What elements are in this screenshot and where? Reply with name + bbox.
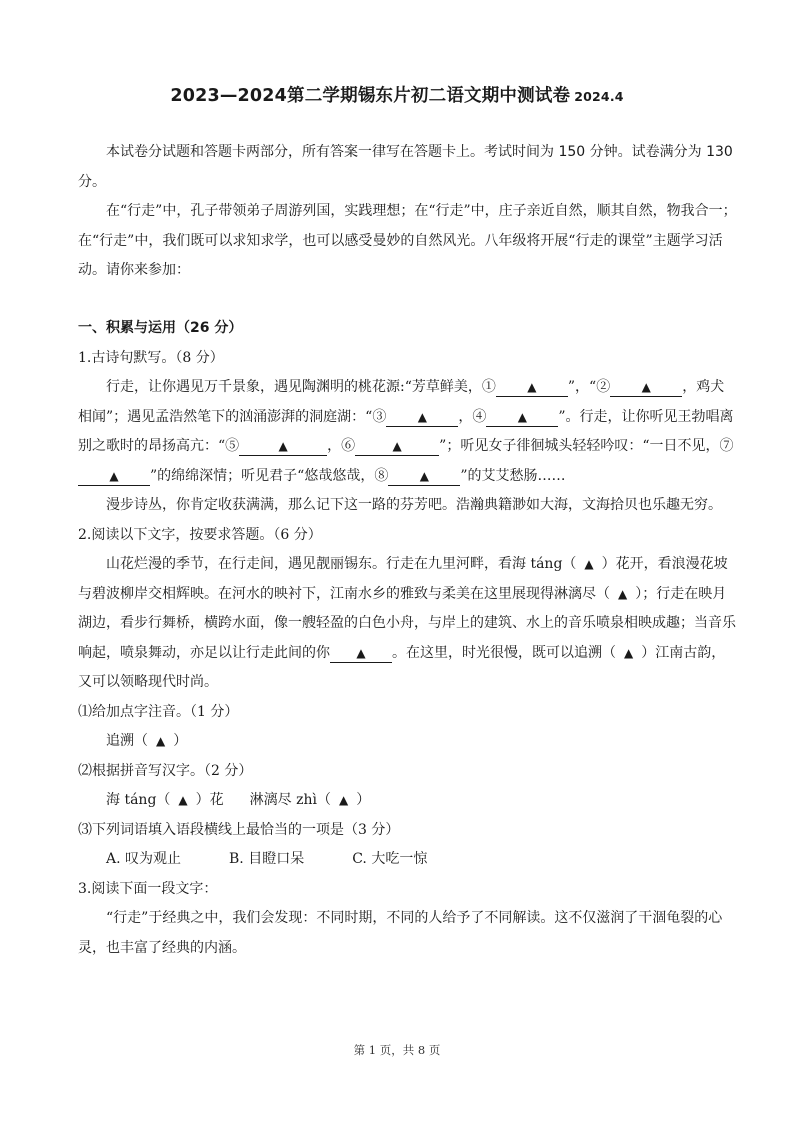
- answer-blank-7[interactable]: ▲: [78, 467, 150, 486]
- answer-mark-zhi-char[interactable]: ▲: [338, 793, 349, 807]
- answer-blank-3[interactable]: ▲: [386, 408, 458, 427]
- question-1-body: 行走，让你遇见万千景象，遇见陶渊明的桃花源:“芳草鲜美，① ▲ ”，“② ▲ ，鸡犬相闻”；遇见孟浩然笔下的汹涌澎湃的洞庭湖：“③ ▲ ，④ ▲ ”。行走，让你听见王勃唱离别之歌时的昂扬高亢：“⑤ ▲ ，⑥ ▲ ”；听见女子徘徊城头轻轻吟叹：“一日不见，⑦▲ ”的绵绵深情；听见君子“悠哉悠哉，⑧ ▲ ”的艾艾愁肠……: [78, 379, 734, 484]
- answer-blank-1[interactable]: ▲: [496, 378, 568, 397]
- answer-mark-su[interactable]: ▲: [624, 645, 634, 660]
- exam-title: [0, 82, 794, 107]
- section-1: [78, 314, 738, 963]
- question-2-heading: 2.阅读以下文字，按要求答题。（6 分）: [78, 526, 322, 543]
- sub-question-2-items: 海 táng（ ▲ ）花 淋漓尽 zhì（ ▲ ）: [106, 792, 371, 808]
- option-b[interactable]: B. 目瞪口呆: [229, 851, 305, 867]
- option-a[interactable]: A. 叹为观止: [106, 851, 182, 867]
- question-2-passage: 山花烂漫的季节，在行走间，遇见靓丽锡东。行走在九里河畔，看海 táng（ ▲ ）花开，看浪漫花坡与碧波柳岸交相辉映。在河水的映衬下，江南水乡的雅致与柔美在这里展现得淋漓尽（ ▲ ）；行走在映月湖边，看步行舞桥，横跨水面，像一艘轻盈的白色小舟，与岸上的建筑、水上的音乐喷泉相映成趣；当音乐响起，喷泉舞动，亦足以让行走此间的你 ▲ 。在这里，时光很慢，既可以追溯（ ▲ ）江南古韵，又可以领略现代时尚。: [78, 556, 736, 690]
- exam-notice: 本试卷分试题和答题卡两部分，所有答案一律写在答题卡上。考试时间为 150 分钟。试卷满分为 130 分。: [78, 144, 733, 190]
- answer-blank-5[interactable]: ▲: [239, 437, 327, 456]
- question-1-heading: 1.古诗句默写。（8 分）: [78, 349, 224, 366]
- answer-mark-tang[interactable]: ▲: [584, 557, 594, 571]
- question-1-closing: 漫步诗丛，你肯定收获满满，那么记下这一路的芬芳吧。浩瀚典籍渺如大海，文海拾贝也乐趣无穷。: [106, 497, 722, 513]
- sub-question-2-label: ⑵根据拼音写汉字。（2 分）: [78, 762, 253, 779]
- title-main: 2023—2024第二学期锡东片初二语文期中测试卷: [170, 86, 571, 106]
- title-date: 2024.4: [574, 89, 624, 104]
- answer-blank-4[interactable]: ▲: [486, 408, 558, 427]
- answer-mark-zhi[interactable]: ▲: [618, 586, 628, 601]
- question-3-heading: 3.阅读下面一段文字：: [78, 880, 218, 897]
- section-heading: 一、积累与运用（26 分）: [78, 320, 243, 336]
- intro-block: [78, 138, 738, 286]
- sub-question-1-item: 追溯（ ▲ ）: [106, 733, 188, 749]
- answer-blank-6[interactable]: ▲: [355, 437, 439, 456]
- question-3-text: “行走”于经典之中，我们会发现：不同时期，不同的人给予了不同解读。这不仅滋润了干涸龟裂的心灵，也丰富了经典的内涵。: [78, 910, 723, 956]
- sub-question-3-label: ⑶下列词语填入语段横线上最恰当的一项是（3 分）: [78, 821, 400, 838]
- answer-blank-idiom[interactable]: ▲: [330, 644, 392, 663]
- answer-mark-tang-char[interactable]: ▲: [178, 793, 188, 807]
- option-c[interactable]: C. 大吃一惊: [352, 851, 428, 867]
- sub-question-1-label: ⑴给加点字注音。（1 分）: [78, 703, 239, 720]
- sub-question-3-options: [78, 845, 738, 875]
- answer-mark-su-pinyin[interactable]: ▲: [156, 734, 166, 748]
- page-footer: 第 1 页，共 8 页: [353, 1043, 441, 1057]
- answer-blank-8[interactable]: ▲: [388, 467, 460, 486]
- answer-blank-2[interactable]: ▲: [610, 378, 682, 397]
- theme-paragraph: 在“行走”中，孔子带领弟子周游列国，实践理想；在“行走”中，庄子亲近自然，顺其自然，物我合一；在“行走”中，我们既可以求知求学，也可以感受曼妙的自然风光。八年级将开展“行走的课堂”主题学习活动。请你来参加：: [78, 203, 737, 278]
